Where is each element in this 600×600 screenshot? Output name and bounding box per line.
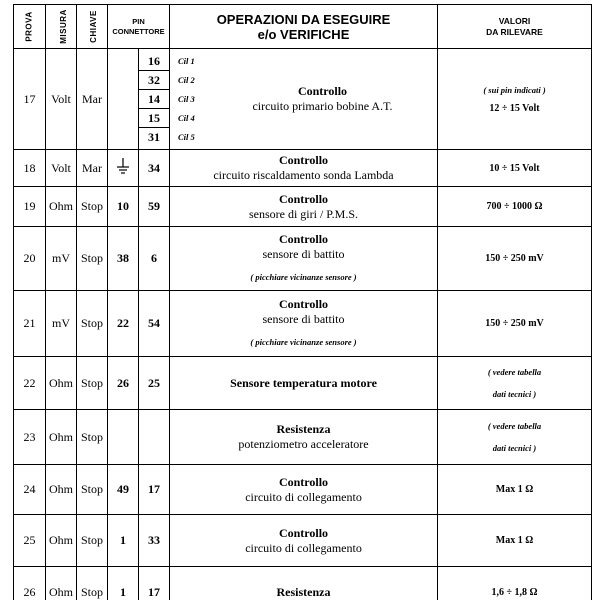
value-cell [438,49,592,150]
header-prova: PROVA [14,5,46,49]
header-valori: VALORI DA RILEVARE [438,5,592,49]
pin2-cell: 25 [139,357,170,410]
value-text: 12 ÷ 15 Volt [489,102,540,114]
pin2-cell: 6 [139,227,170,291]
table-row [14,150,592,187]
value-cell: Max 1 Ω [438,465,592,515]
pin1-cell [108,410,139,465]
value-note: ( vedere tabella [487,421,542,431]
operation-title: Controllo [278,191,329,206]
misura-cell: Ohm [46,357,77,410]
cil-label: Cil 3 [178,93,195,104]
pin1-cell: 38 [108,227,139,291]
pin2-cell: 17 [139,465,170,515]
misura-cell: Volt [46,49,77,150]
misura-cell: Ohm [46,410,77,465]
operation-cell [170,187,438,227]
pin2-cell: 34 [139,150,170,187]
operation-cell [170,227,438,291]
pin1-cell [108,150,139,187]
operation-note: ( picchiare vicinanze sensore ) [250,272,357,282]
operation-cell [170,150,438,187]
operation-desc: potenziometro acceleratore [238,437,369,451]
operation-cell [170,410,438,465]
operation-desc: circuito di collegamento [245,540,362,555]
operation-title: Controllo [278,232,329,246]
operation-cell [170,291,438,357]
value-cell: 150 ÷ 250 mV [438,227,592,291]
chiave-cell: Stop [77,227,108,291]
chiave-cell: Stop [77,357,108,410]
chiave-cell: Stop [77,515,108,567]
chiave-cell: Stop [77,187,108,227]
misura-cell: Volt [46,150,77,187]
value-cell: 1,6 ÷ 1,8 Ω [438,567,592,600]
misura-cell: Ohm [46,465,77,515]
table-row [14,291,592,357]
chiave-cell: Mar [77,150,108,187]
pin2-cell: 17 [139,567,170,600]
pin-value: 14 [139,90,169,109]
prova-cell: 22 [14,357,46,410]
operation-desc: circuito primario bobine A.T. [252,99,393,113]
pin2-cell [139,410,170,465]
value-cell [438,410,592,465]
cil-label: Cil 4 [178,112,195,123]
value-cell: 150 ÷ 250 mV [438,291,592,357]
pin1-cell: 1 [108,567,139,600]
chiave-cell: Stop [77,567,108,600]
header-chiave: CHIAVE [77,5,108,49]
pin2-cell: 33 [139,515,170,567]
operation-title: Resistenza [276,585,331,599]
prova-cell: 18 [14,150,46,187]
pin-value: 31 [148,129,160,144]
table-row [14,567,592,600]
value-cell: Max 1 Ω [438,515,592,567]
operation-title: Controllo [278,297,329,311]
pin2-cell: 54 [139,291,170,357]
pin1-cell: 49 [108,465,139,515]
chiave-cell: Stop [77,465,108,515]
misura-cell: Ohm [46,515,77,567]
prova-cell: 21 [14,291,46,357]
operation-desc: circuito di collegamento [245,489,362,504]
table-row [14,49,592,150]
table-row [14,465,592,515]
value-note: ( vedere tabella [487,367,542,377]
operation-title: Controllo [278,153,329,167]
operation-title: Controllo [278,474,329,489]
header-row [14,5,592,49]
table-row [14,357,592,410]
pin1-cell: 1 [108,515,139,567]
value-cell: 700 ÷ 1000 Ω [438,187,592,227]
prova-cell: 24 [14,465,46,515]
chiave-cell: Mar [77,49,108,150]
operation-note: ( picchiare vicinanze sensore ) [250,337,357,347]
operation-desc: sensore di giri / P.M.S. [248,206,358,221]
value-note: dati tecnici ) [492,389,537,399]
table-row [14,410,592,465]
operation-cell [170,515,438,567]
prova-cell: 26 [14,567,46,600]
table-row [14,227,592,291]
pin1-cell: 22 [108,291,139,357]
prova-cell: 23 [14,410,46,465]
operation-cell [170,567,438,600]
operation-desc: circuito riscaldamento sonda Lambda [213,168,394,182]
pin1-cell: 26 [108,357,139,410]
pin1-cell: 10 [108,187,139,227]
operation-title: Resistenza [276,422,331,436]
prova-cell: 19 [14,187,46,227]
prova-cell: 20 [14,227,46,291]
operation-cell [170,49,438,150]
operation-desc: sensore di battito [262,312,345,326]
pin-list-cell [139,49,170,150]
cil-label: Cil 5 [178,131,195,142]
header-misura: MISURA [46,5,77,49]
operation-title: Controllo [297,84,348,98]
header-operazioni: OPERAZIONI DA ESEGUIRE e/o VERIFICHE [170,5,438,49]
prova-cell: 17 [14,49,46,150]
cil-label: Cil 1 [178,55,195,66]
cil-label: Cil 2 [178,74,195,85]
operation-cell [170,465,438,515]
pin-value: 16 [139,52,169,71]
misura-cell: mV [46,227,77,291]
header-pin-connettore: PIN CONNETTORE [108,5,170,49]
misura-cell: Ohm [46,187,77,227]
value-note: ( sui pin indicati ) [483,84,546,95]
operation-cell [170,357,438,410]
operation-desc: sensore di battito [262,247,345,261]
chiave-cell: Stop [77,410,108,465]
pin2-cell: 59 [139,187,170,227]
pin-value: 15 [139,109,169,128]
operation-title: Controllo [278,525,329,540]
misura-cell: Ohm [46,567,77,600]
misura-cell: mV [46,291,77,357]
chiave-cell: Stop [77,291,108,357]
pin-list [139,52,169,146]
prova-cell: 25 [14,515,46,567]
ground-icon [116,157,130,175]
operation-title: Sensore temperatura motore [230,375,377,390]
pin-cell-empty [108,49,139,150]
value-note: dati tecnici ) [492,443,537,453]
value-cell [438,357,592,410]
table-row [14,515,592,567]
test-table [13,4,592,600]
table-row [14,187,592,227]
value-cell: 10 ÷ 15 Volt [438,150,592,187]
pin-value: 32 [139,71,169,90]
